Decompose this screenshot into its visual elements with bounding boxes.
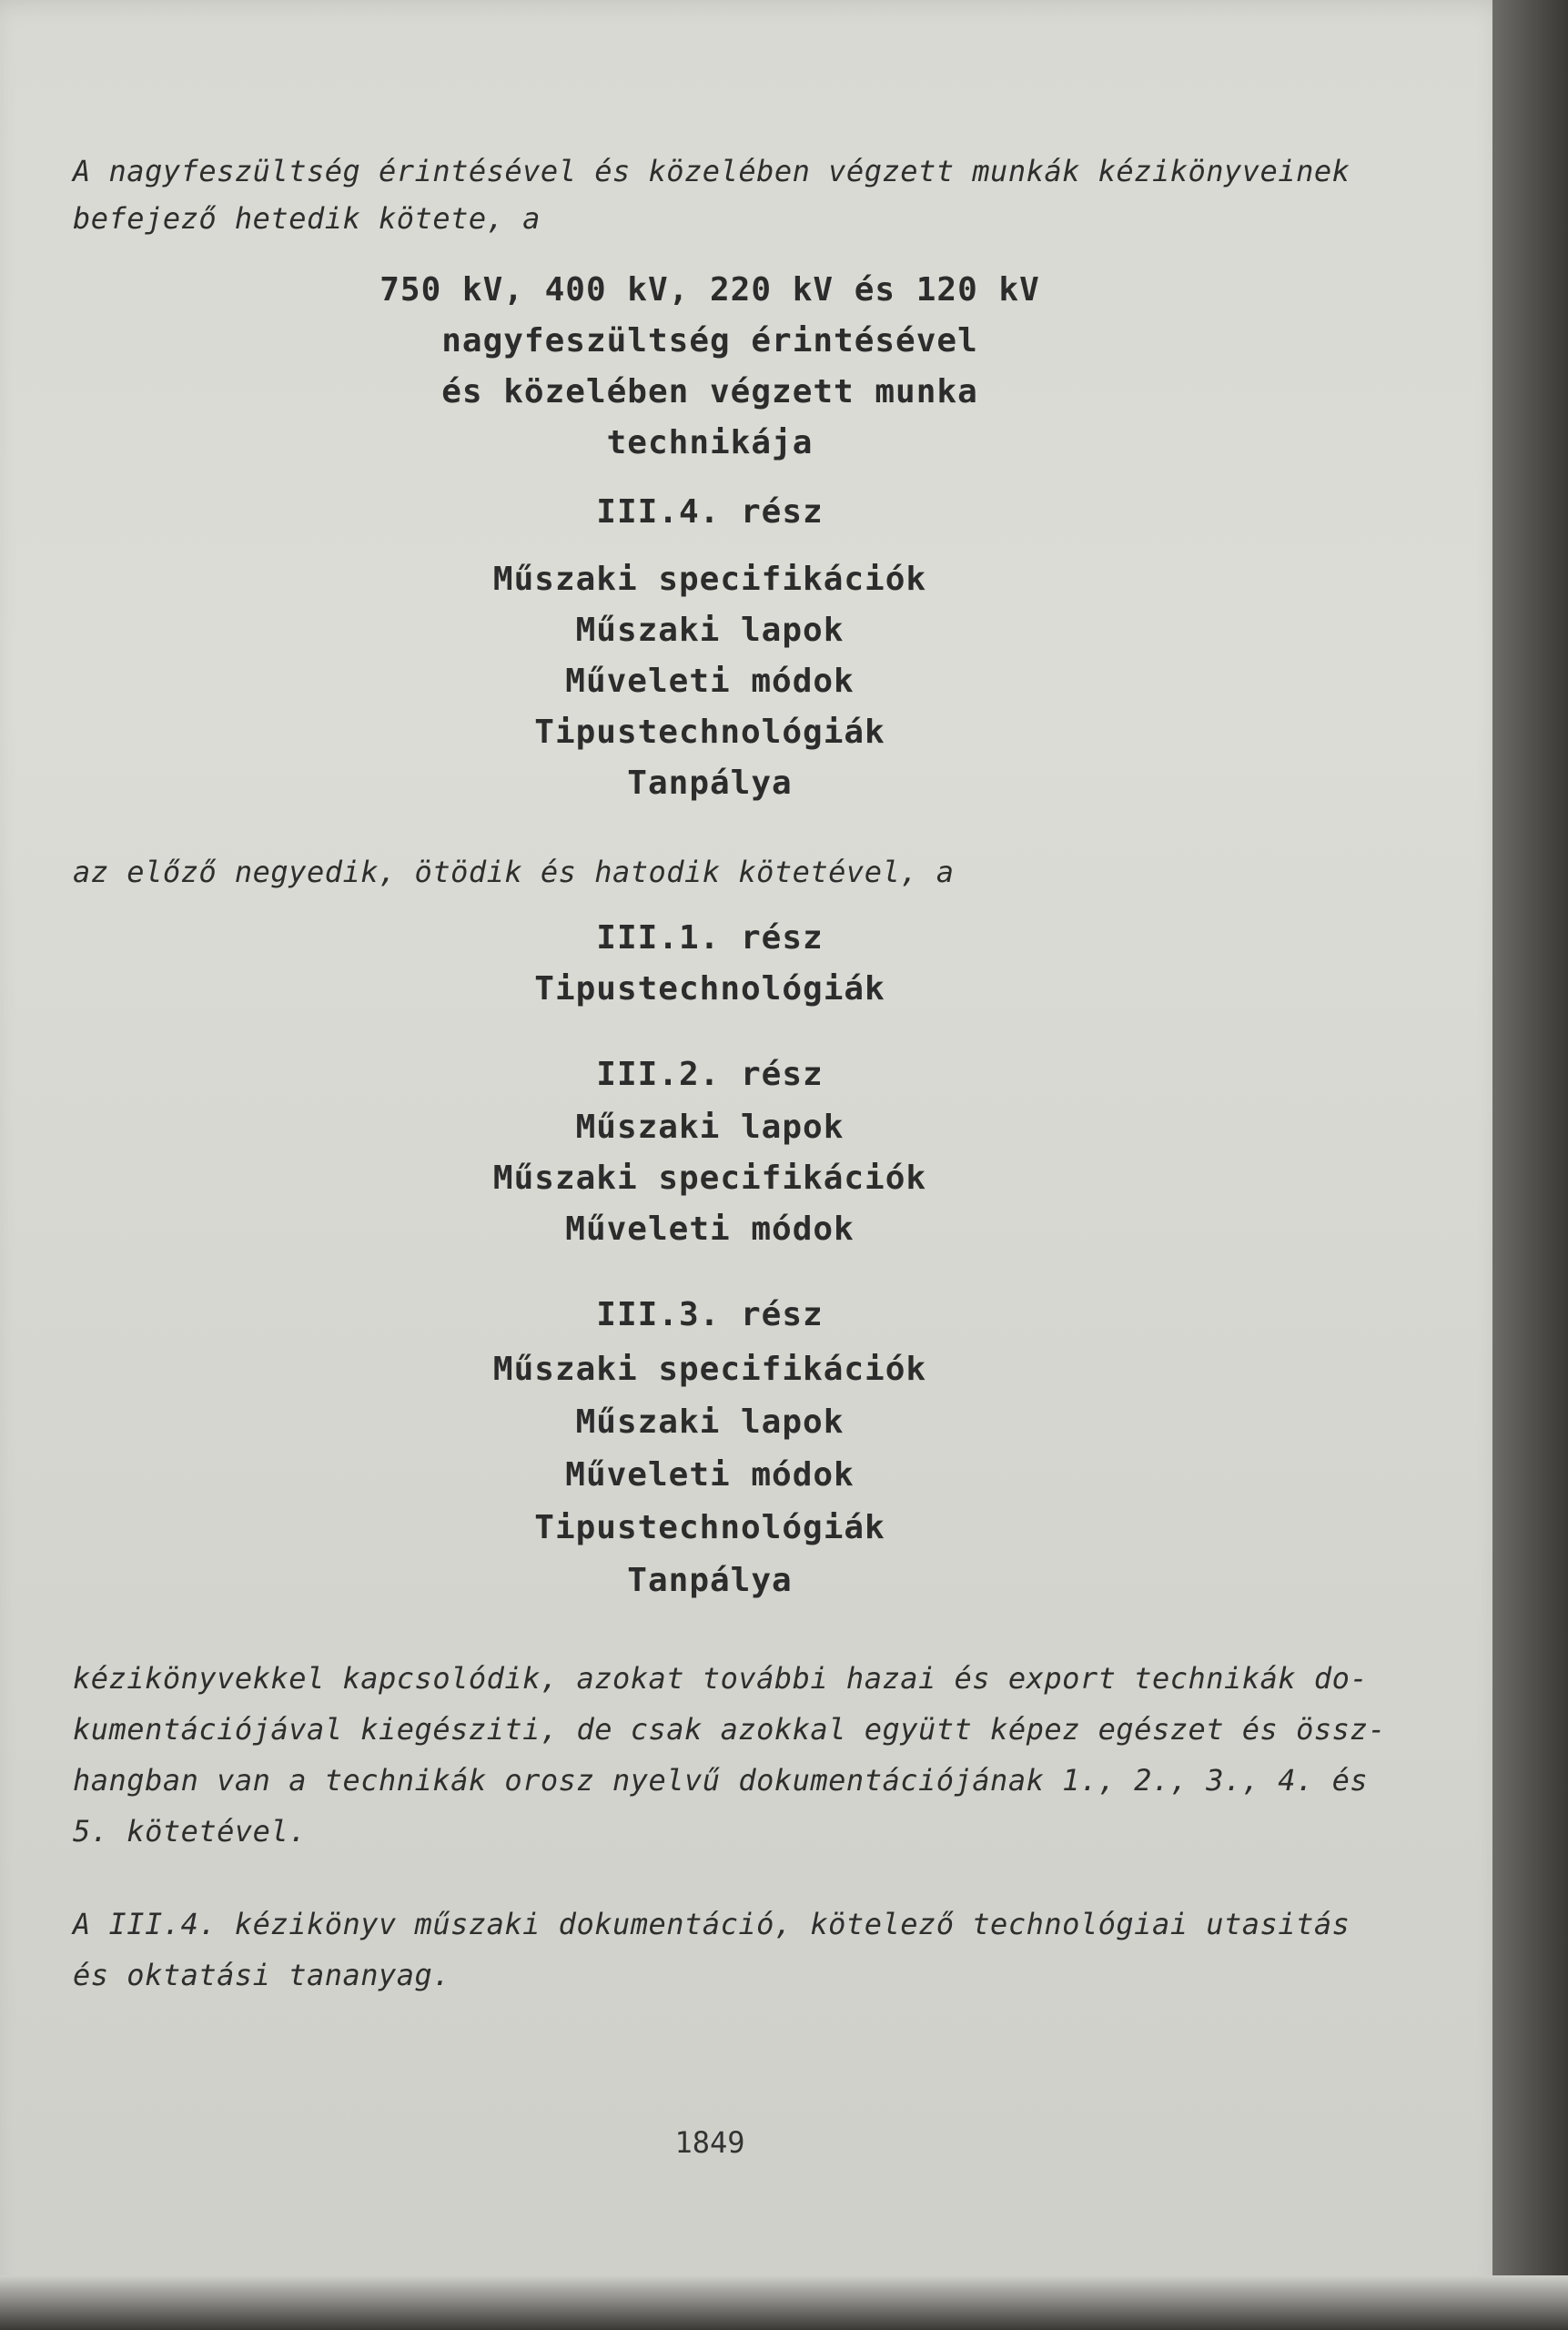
page-shadow xyxy=(1492,0,1568,2330)
part1-heading: III.1. rész xyxy=(596,919,824,957)
title-line-4: technikája xyxy=(606,424,814,461)
page-number: 1849 xyxy=(674,2125,745,2160)
final-line-2: és oktatási tananyag. xyxy=(73,1958,451,1992)
page-bottom-edge xyxy=(0,2275,1568,2330)
title-line-1: 750 kV, 400 kV, 220 kV és 120 kV xyxy=(379,271,1040,309)
part3-item: Tipustechnológiák xyxy=(534,1509,885,1546)
part2-item: Műszaki lapok xyxy=(575,1109,845,1146)
part4-heading: III.4. rész xyxy=(596,493,824,531)
middle-line: az előző negyedik, ötödik és hatodik kötetével, a xyxy=(73,855,955,889)
intro-line-1: A nagyfeszültség érintésével és közelében végzett munkák kézikönyveinek xyxy=(73,154,1351,188)
part4-item: Műveleti módok xyxy=(565,663,855,700)
part3-heading: III.3. rész xyxy=(596,1296,824,1333)
part3-item: Műveleti módok xyxy=(565,1456,855,1494)
closing-line-3: hangban van a technikák orosz nyelvű dokumentációjának 1., 2., 3., 4. és xyxy=(73,1763,1369,1798)
closing-line-1: kézikönyvekkel kapcsolódik, azokat további hazai és export technikák do- xyxy=(73,1661,1369,1696)
part3-item: Műszaki specifikációk xyxy=(492,1351,927,1388)
part1-item: Tipustechnológiák xyxy=(534,970,885,1008)
intro-line-2: befejező hetedik kötete, a xyxy=(73,201,541,236)
closing-line-4: 5. kötetével. xyxy=(73,1814,307,1849)
part2-item: Műveleti módok xyxy=(565,1211,855,1248)
part2-item: Műszaki specifikációk xyxy=(492,1160,927,1197)
part4-item: Tipustechnológiák xyxy=(534,714,885,751)
part2-heading: III.2. rész xyxy=(596,1056,824,1093)
part3-item: Műszaki lapok xyxy=(575,1403,845,1441)
part4-item: Műszaki lapok xyxy=(575,612,845,649)
part4-item: Tanpálya xyxy=(627,765,793,802)
closing-line-2: kumentációjával kiegésziti, de csak azokkal együtt képez egészet és össz- xyxy=(73,1712,1386,1747)
title-line-3: és közelében végzett munka xyxy=(441,373,978,410)
final-line-1: A III.4. kézikönyv műszaki dokumentáció, kötelező technológiai utasitás xyxy=(73,1907,1351,1941)
title-line-2: nagyfeszültség érintésével xyxy=(441,322,978,360)
part3-item: Tanpálya xyxy=(627,1562,793,1599)
part4-item: Műszaki specifikációk xyxy=(492,561,927,598)
